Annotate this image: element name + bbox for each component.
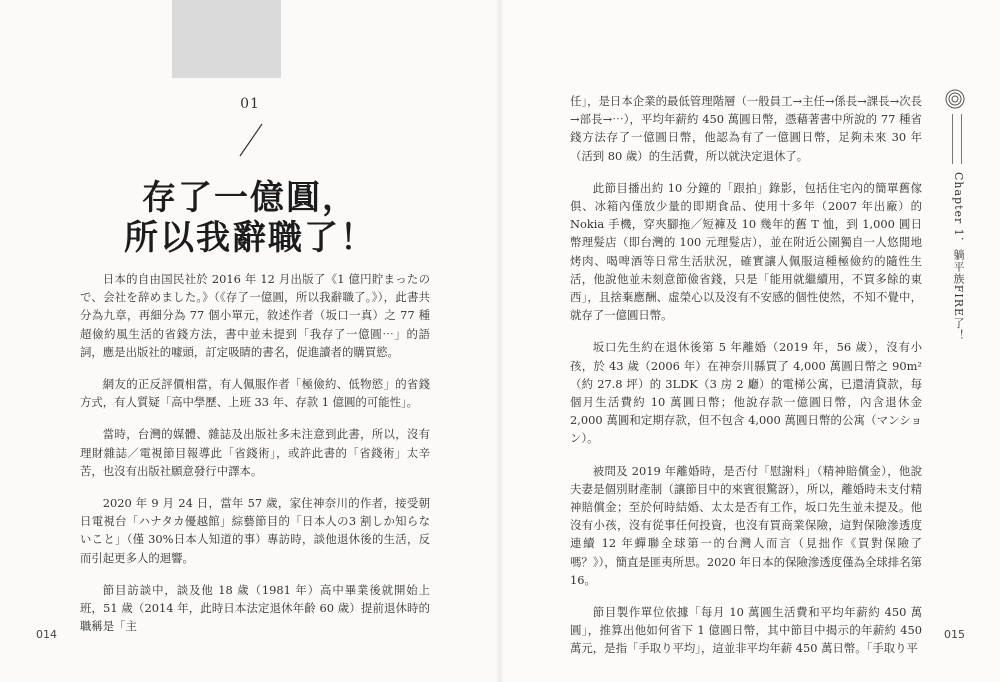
left-body-text	[80, 270, 430, 649]
paragraph: 坂口先生約在退休後第 5 年離婚（2019 年，56 歲），沒有小孩，於 43 歲（2006 年）在神奈川縣買了 4,000 萬圓日幣之 90m²（約 27.8 坪）的 3LDK（3 房 2 廳）的電梯公寓，已還清貸款，每個月生活費約 10 萬圓日幣；他說存款一億圓日幣，內含退休金 2,000 萬圓和定期存款，但不包含 4,000 萬圓日幣的公寓（マンション）。	[570, 340, 922, 446]
page-number-left: 014	[36, 628, 57, 641]
paragraph: 節目製作單位依據「每月 10 萬圓生活費和平均年薪約 450 萬圓」，推算出他如何省下 1 億圓日幣，其中節目中揭示的年薪約 450 萬元，是指「手取り平均」，這並非平均年薪 450 萬日幣。「手取り平	[570, 605, 922, 656]
chapter-title-line-2: 所以我辭職了！	[124, 218, 376, 258]
paragraph: 節目訪談中，談及他 18 歲（1981 年）高中畢業後就開始上班，51 歲（2014 年，此時日本法定退休年齡 60 歲）提前退休時的職稱是「主	[80, 582, 430, 634]
running-head-rule	[952, 114, 962, 164]
paragraph: 日本的自由国民社於 2016 年 12 月出版了《1 億円貯まったので、会社を辞めました。》（《存了一億圓，所以我辭職了。》），此書共分為九章，再細分為 77 個小單元，敘述作者（坂口一真）之 77 種超儉約風生活的省錢方法，書中並未提到「我存了一億圓⋯」的語詞，應是出版社的噱頭，訂定吸睛的書名，促進讀者的購買慾。	[80, 272, 430, 359]
page-number-right: 015	[944, 628, 965, 641]
paragraph: 2020 年 9 月 24 日，當年 57 歲，家住神奈川的作者，接受朝日電視台「ハナタカ優越館」綜藝節目的「日本人の3 割しか知らないこと」（僅 30%日本人知道的事）專訪時，談他退休後的生活，反而引起更多人的迴響。	[80, 496, 430, 565]
paragraph: 網友的正反評價相當，有人佩服作者「極儉約、低物慾」的省錢方式，有人質疑「高中學歷、上班 33 年、存款 1 億圓的可能性」。	[80, 377, 430, 410]
paragraph: 此節目播出約 10 分鐘的「跟拍」錄影，包括住宅內的簡單舊傢俱、冰箱內僅放少量的即期食品、使用十多年（2007 年出廠）的 Nokia 手機，穿夾腳拖／短褲及 10 幾年的舊 T 恤，到 1,000 圓日幣理髮店（即台灣的 100 元理髮店），並在附近公園獨自一人悠閒地烤肉、喝啤酒等日常生活狀況，確實讓人佩服這種極儉約的隨性生活，他說他並未刻意節儉省錢，只是「能用就繼續用，不買多餘的東西」，且捨棄應酬、虛榮心以及沒有不安感的個性使然，不知不覺中，就存了一億圓日幣。	[570, 180, 922, 323]
chapter-color-tab	[172, 0, 281, 78]
paragraph: 被問及 2019 年離婚時，是否付「慰謝料」（精神賠償金），他說夫妻是個別財產制（讓節目中的來賓很驚訝），所以，離婚時未支付精神賠償金；至於何時結婚、太太是否有工作，坂口先生並未提及。他沒有小孩，沒有從事任何投資，也沒有買商業保險，這對保險滲透度連續 12 年蟬聯全球第一的台灣人而言（見拙作《買對保險了嗎？》），簡直是匪夷所思。2020 年日本的保險滲透度僅為全球排名第 16。	[570, 463, 922, 587]
paragraph-continued: 任」，是日本企業的最低管理階層（一般員工→主任→係長→課長→次長→部長→⋯），平均年薪約 450 萬圓日幣，憑藉著書中所說的 77 種省錢方法存了一億圓日幣，他認為有了一億圓日幣，足夠未來 30 年（活到 80 歲）的生活費，所以就決定退休了。	[570, 94, 922, 163]
fingerprint-icon	[944, 88, 966, 110]
running-head: Chapter 1．躺平族FIRE了！	[952, 172, 965, 342]
paragraph: 當時，台灣的媒體、雜誌及出版社多未注意到此書，所以，沒有理財雜誌／電視節目報導此「省錢術」，或許此書的「省錢術」太辛苦，也沒有出版社願意發行中譯本。	[80, 427, 430, 478]
right-body-text	[570, 92, 922, 672]
chapter-title-line-1: 存了一億圓，	[142, 178, 358, 218]
book-gutter	[496, 0, 504, 682]
chapter-number: 01	[240, 96, 260, 112]
slash-divider-icon	[238, 122, 264, 158]
